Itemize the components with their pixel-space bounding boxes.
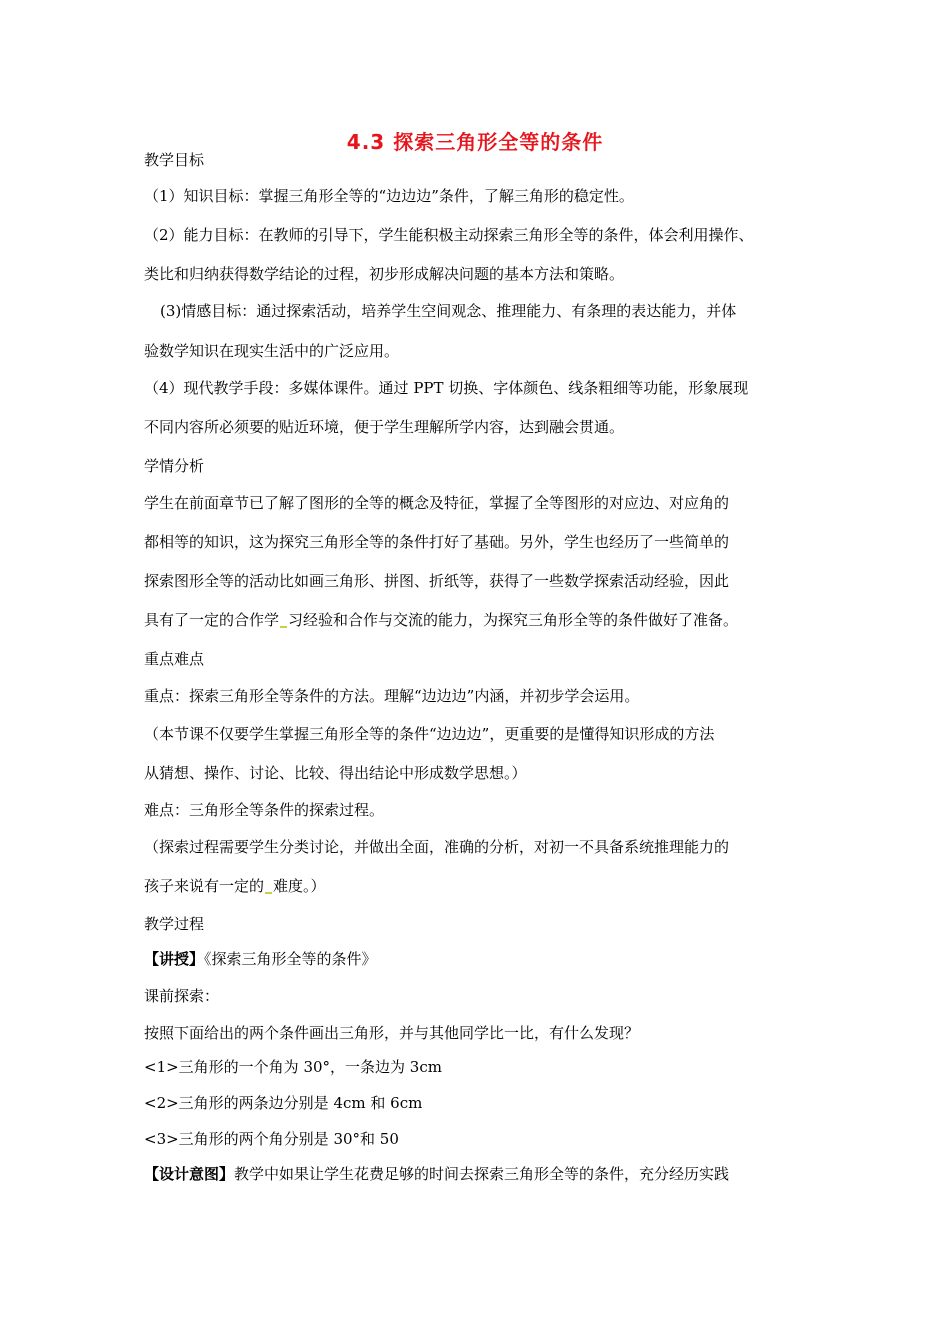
paragraph-line: 课前探索： [144, 987, 220, 1005]
paragraph-line: （2）能力目标：在教师的引导下，学生能积极主动探索三角形全等的条件，体会利用操作、 [144, 226, 754, 244]
paragraph-line: 难点：三角形全等条件的探索过程。 [144, 801, 385, 819]
section-text: 教学中如果让学生花费足够的时间去探索三角形全等的条件，充分经历实践 [234, 1165, 730, 1183]
paragraph-line: (3)情感目标：通过探索活动，培养学生空间观念、推理能力、有条理的表达能力，并体 [160, 302, 737, 320]
text-segment: 具有了一定的合作学 [144, 611, 280, 629]
text-segment: 习经验和合作与交流的能力，为探究三角形全等的条件做好了准备。 [288, 611, 739, 629]
paragraph-line: （探索过程需要学生分类讨论，并做出全面，准确的分析，对初一不具备系统推理能力的 [144, 838, 730, 856]
paragraph-line: 重点：探索三角形全等条件的方法。理解“边边边”内涵，并初步学会运用。 [144, 687, 640, 705]
paragraph-line: 按照下面给出的两个条件画出三角形，并与其他同学比一比，有什么发现？ [144, 1024, 640, 1042]
edit-mark [280, 626, 287, 628]
section-title: 《探索三角形全等的条件》 [204, 950, 377, 968]
paragraph-line: 不同内容所必须要的贴近环境，便于学生理解所学内容，达到融会贯通。 [144, 418, 625, 436]
paragraph-line [144, 876, 326, 896]
section-tag: 【讲授】 [144, 950, 205, 968]
section-label [144, 1164, 729, 1184]
list-item: <1>三角形的一个角为 30°，一条边为 3cm [144, 1058, 442, 1076]
paragraph-line: 从猜想、操作、讨论、比较、得出结论中形成数学思想。） [144, 764, 527, 782]
heading-key-points: 重点难点 [144, 650, 205, 668]
paragraph-line: 验数学知识在现实生活中的广泛应用。 [144, 342, 400, 360]
paragraph-line: 学生在前面章节已了解了图形的全等的概念及特征，掌握了全等图形的对应边、对应角的 [144, 494, 730, 512]
paragraph-line: （4）现代教学手段：多媒体课件。通过 PPT 切换、字体颜色、线条粗细等功能，形象展现 [144, 379, 749, 397]
heading-student-analysis: 学情分析 [144, 457, 205, 475]
text-segment: 难度。） [273, 877, 326, 895]
heading-teaching-goals: 教学目标 [144, 151, 205, 169]
list-item: <2>三角形的两条边分别是 4cm 和 6cm [144, 1094, 423, 1112]
section-tag: 【设计意图】 [144, 1165, 235, 1183]
paragraph-line: 类比和归纳获得数学结论的过程，初步形成解决问题的基本方法和策略。 [144, 265, 625, 283]
document-title: 4.3 探索三角形全等的条件 [346, 130, 604, 154]
text-segment: 孩子来说有一定的 [144, 877, 265, 895]
paragraph-line: （1）知识目标：掌握三角形全等的“边边边”条件，了解三角形的稳定性。 [144, 187, 634, 205]
heading-teaching-process: 教学过程 [144, 915, 205, 933]
paragraph-line: 都相等的知识，这为探究三角形全等的条件打好了基础。另外，学生也经历了一些简单的 [144, 533, 730, 551]
section-label [144, 949, 377, 969]
paragraph-line: 探索图形全等的活动比如画三角形、拼图、折纸等，获得了一些数学探索活动经验，因此 [144, 572, 730, 590]
paragraph-line [144, 610, 738, 630]
edit-mark [265, 892, 272, 894]
list-item: <3>三角形的两个角分别是 30°和 50 [144, 1130, 399, 1148]
paragraph-line: （本节课不仅要学生掌握三角形全等的条件“边边边”，更重要的是懂得知识形成的方法 [144, 725, 715, 743]
